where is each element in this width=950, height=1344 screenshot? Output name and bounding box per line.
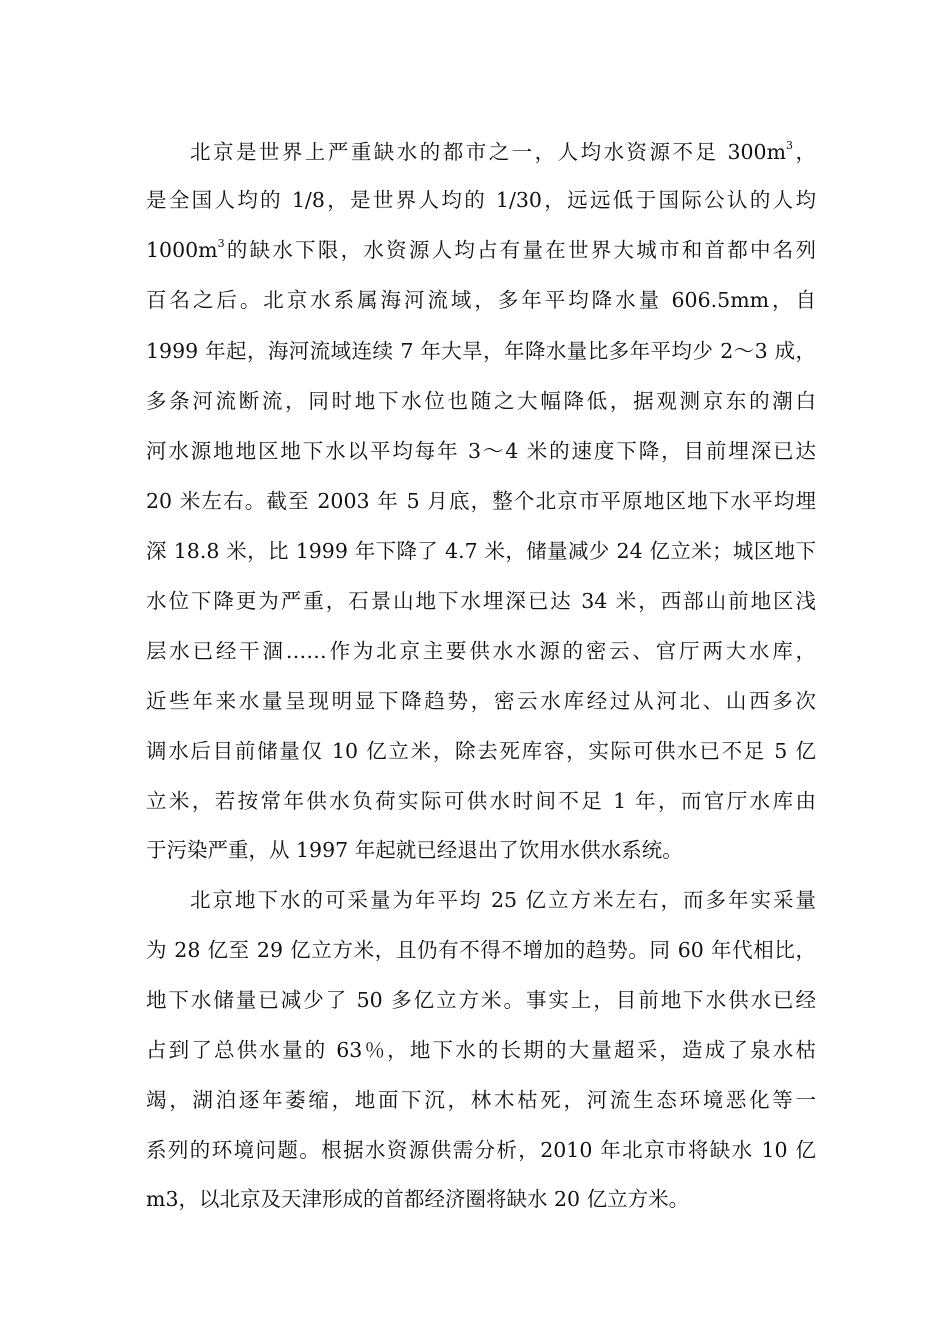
paragraph-1-line-9: 深 18.8 米，比 1999 年下降了 4.7 米，储量减少 24 亿立米；城区地下 <box>146 539 816 563</box>
paragraph-1-line-6: 多条河流断流，同时地下水位也随之大幅降低，据观测京东的潮白 <box>146 389 816 413</box>
paragraph-1-line-13: 调水后目前储量仅 10 亿立米，除去死库容，实际可供水已不足 5 亿 <box>146 739 816 763</box>
paragraph-1-line-10: 水位下降更为严重，石景山地下水埋深已达 34 米，西部山前地区浅 <box>146 589 816 613</box>
paragraph-1-line-5: 1999 年起，海河流域连续 7 年大旱，年降水量比多年平均少 2～3 成， <box>146 339 816 363</box>
paragraph-2-line-4: 占到了总供水量的 63％，地下水的长期的大量超采，造成了泉水枯 <box>146 1038 816 1062</box>
paragraph-2-line-2: 为 28 亿至 29 亿立方米，且仍有不得不增加的趋势。同 60 年代相比， <box>146 938 816 962</box>
paragraph-2-line-3: 地下水储量已减少了 50 多亿立方米。事实上，目前地下水供水已经 <box>146 988 816 1012</box>
paragraph-2-line-7: m3，以北京及天津形成的首都经济圈将缺水 20 亿立方米。 <box>146 1187 690 1211</box>
paragraph-1-line-3: $1000m^3$的缺水下限，水资源人均占有量在世界大城市和首都中名列 <box>146 237 816 262</box>
paragraph-1-line-1: 北京是世界上严重缺水的都市之一，人均水资源不足 $300m^3$， <box>190 139 816 164</box>
paragraph-1-line-15: 于污染严重，从 1997 年起就已经退出了饮用水供水系统。 <box>146 838 683 862</box>
paragraph-1-line-2: 是全国人均的 1/8，是世界人均的 1/30，远远低于国际公认的人均 <box>146 188 816 212</box>
paragraph-1-line-12: 近些年来水量呈现明显下降趋势，密云水库经过从河北、山西多次 <box>146 689 816 713</box>
paragraph-1-line-4: 百名之后。北京水系属海河流域，多年平均降水量 606.5mm，自 <box>146 288 816 312</box>
paragraph-1-line-14: 立米，若按常年供水负荷实际可供水时间不足 1 年，而官厅水库由 <box>146 789 816 813</box>
paragraph-1-line-8: 20 米左右。截至 2003 年 5 月底，整个北京市平原地区地下水平均埋 <box>146 489 816 513</box>
paragraph-2-line-6: 系列的环境问题。根据水资源供需分析，2010 年北京市将缺水 10 亿 <box>146 1138 816 1162</box>
paragraph-2-line-1: 北京地下水的可采量为年平均 25 亿立方米左右，而多年实采量 <box>190 888 816 912</box>
paragraph-1-line-7: 河水源地地区地下水以平均每年 3～4 米的速度下降，目前埋深已达 <box>146 439 816 463</box>
paragraph-2-line-5: 竭，湖泊逐年萎缩，地面下沉，林木枯死，河流生态环境恶化等一 <box>146 1088 816 1112</box>
paragraph-1-line-11: 层水已经干涸……作为北京主要供水水源的密云、官厅两大水库， <box>146 639 816 663</box>
